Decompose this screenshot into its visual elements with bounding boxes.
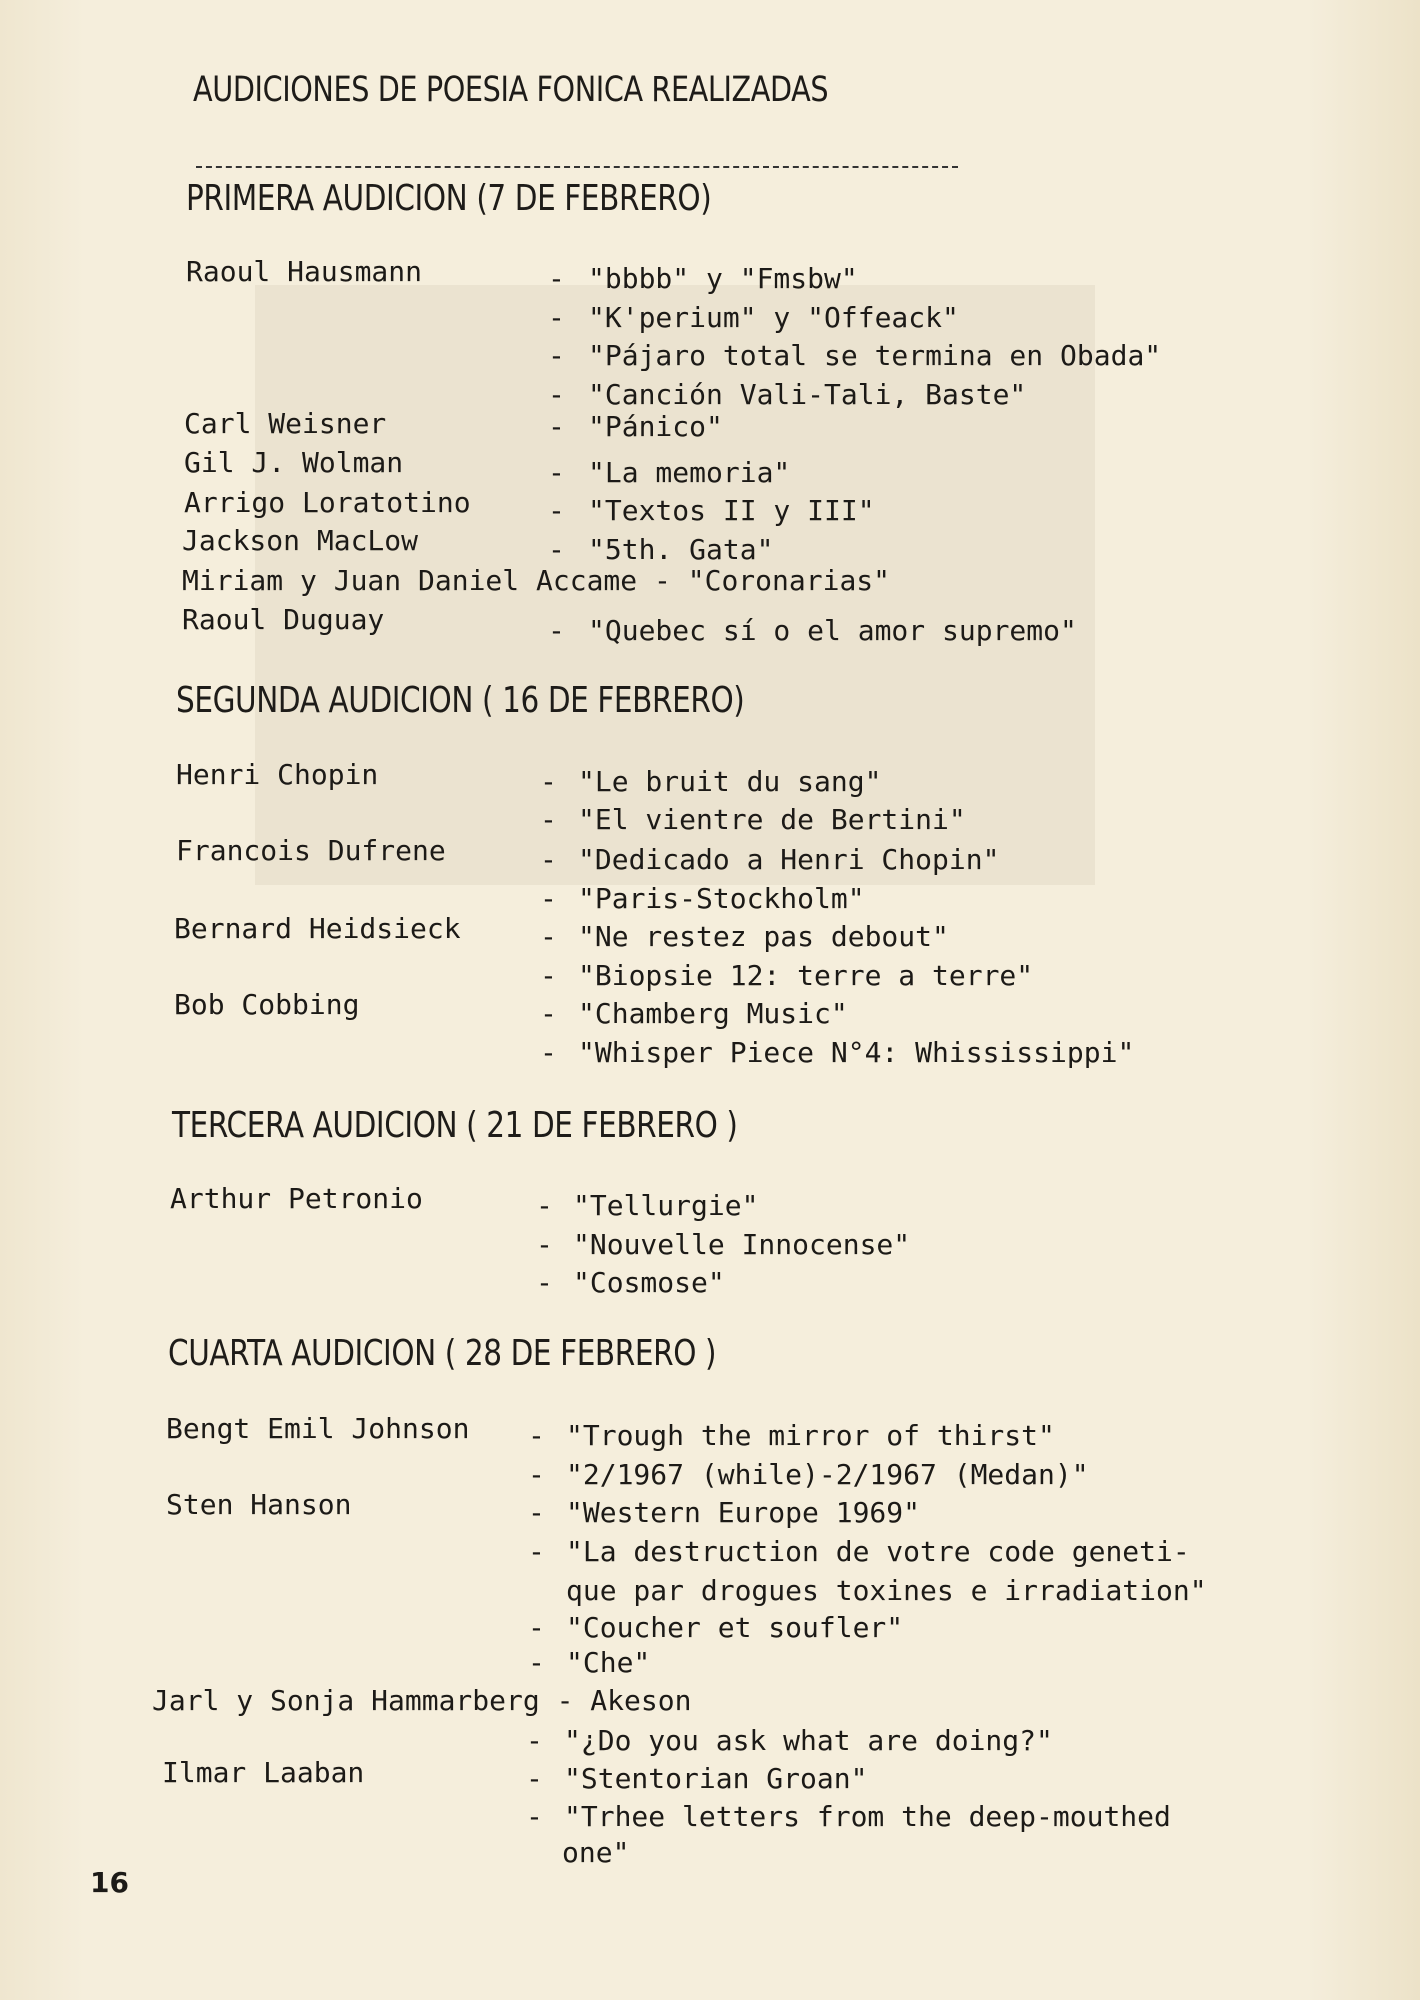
work: "2/1967 (while)-2/1967 (Medan)" [566, 1458, 1089, 1491]
dash: - [528, 1535, 545, 1568]
dash: - [528, 1458, 545, 1491]
dash: - [540, 920, 557, 953]
dash: - [548, 301, 565, 334]
work: "Pájaro total se termina en Obada" [588, 339, 1162, 372]
section-heading-segunda: SEGUNDA AUDICION ( 16 DE FEBRERO) [176, 680, 745, 721]
dash: - [548, 378, 565, 411]
work: "Tellurgie" [573, 1189, 759, 1222]
author: Jackson MacLow [182, 524, 419, 557]
author: Gil J. Wolman [184, 446, 404, 479]
work: "Biopsie 12: terre a terre" [578, 959, 1034, 992]
dash: - [548, 262, 565, 295]
author: Henri Chopin [176, 758, 379, 791]
dash: - [526, 1762, 543, 1795]
work: "El vientre de Bertini" [578, 803, 966, 836]
author: Bengt Emil Johnson [166, 1412, 470, 1445]
author: Ilmar Laaban [162, 1756, 365, 1789]
work: "La destruction de votre code geneti- [566, 1535, 1190, 1568]
work: "Trhee letters from the deep-mouthed [564, 1800, 1171, 1833]
dash: - [548, 614, 565, 647]
dash: - [528, 1611, 545, 1644]
work: "Coucher et soufler" [566, 1611, 904, 1644]
dash: - [548, 410, 565, 443]
dash: - [540, 997, 557, 1030]
work: "Textos II y III" [588, 494, 875, 527]
dash: - [540, 882, 557, 915]
author: Arrigo Loratotino [184, 486, 471, 519]
dash: - [536, 1228, 553, 1261]
dash: - [540, 843, 557, 876]
author: Raoul Hausmann [186, 255, 423, 288]
dash: - [548, 494, 565, 527]
dash: - [540, 803, 557, 836]
work: "Pánico" [588, 410, 723, 443]
author: Francois Dufrene [176, 834, 446, 867]
author: Miriam y Juan Daniel Accame - "Coronarias" [182, 564, 891, 597]
author: Arthur Petronio [170, 1182, 423, 1215]
dash: - [540, 1036, 557, 1069]
author: Bernard Heidsieck [174, 912, 461, 945]
work: one" [562, 1836, 630, 1869]
author: Sten Hanson [166, 1488, 352, 1521]
dash: - [526, 1724, 543, 1757]
work: "Cosmose" [573, 1266, 725, 1299]
author: Jarl y Sonja Hammarberg - Akeson [152, 1684, 692, 1717]
dash: - [528, 1419, 545, 1452]
dash: - [528, 1496, 545, 1529]
work: que par drogues toxines e irradiation" [566, 1574, 1207, 1607]
work: "Whisper Piece N°4: Whississippi" [578, 1036, 1135, 1069]
section-heading-primera: PRIMERA AUDICION (7 DE FEBRERO) [186, 178, 712, 219]
section-heading-cuarta: CUARTA AUDICION ( 28 DE FEBRERO ) [168, 1333, 717, 1374]
dash: - [526, 1800, 543, 1833]
work: "La memoria" [588, 456, 791, 489]
dash: - [540, 765, 557, 798]
work: "Canción Vali-Tali, Baste" [588, 378, 1027, 411]
work: "Chamberg Music" [578, 997, 848, 1030]
work: "Quebec sí o el amor supremo" [588, 614, 1077, 647]
work: "Dedicado a Henri Chopin" [578, 843, 1000, 876]
dash: - [536, 1266, 553, 1299]
dash: - [540, 959, 557, 992]
author: Raoul Duguay [182, 603, 385, 636]
dash: - [536, 1189, 553, 1222]
work: "Paris-Stockholm" [578, 882, 865, 915]
work: "Western Europe 1969" [566, 1496, 921, 1529]
work: "Che" [566, 1646, 651, 1679]
work: "bbbb" y "Fmsbw" [588, 262, 858, 295]
work: "Ne restez pas debout" [578, 920, 949, 953]
work: "Trough the mirror of thirst" [566, 1419, 1055, 1452]
dash: - [548, 456, 565, 489]
dash: - [528, 1646, 545, 1679]
author: Carl Weisner [184, 407, 387, 440]
section-heading-tercera: TERCERA AUDICION ( 21 DE FEBRERO ) [172, 1105, 738, 1146]
author: Bob Cobbing [174, 988, 360, 1021]
work: "5th. Gata" [588, 533, 774, 566]
dashed-rule [196, 166, 958, 168]
page-number: 16 [90, 1866, 129, 1899]
work: "Stentorian Groan" [564, 1762, 868, 1795]
work: "Le bruit du sang" [578, 765, 882, 798]
work: "K'perium" y "Offeack" [588, 301, 959, 334]
dash: - [548, 533, 565, 566]
work: "¿Do you ask what are doing?" [564, 1724, 1053, 1757]
dash: - [548, 339, 565, 372]
work: "Nouvelle Innocense" [573, 1228, 911, 1261]
page-title: AUDICIONES DE POESIA FONICA REALIZADAS [193, 70, 829, 110]
